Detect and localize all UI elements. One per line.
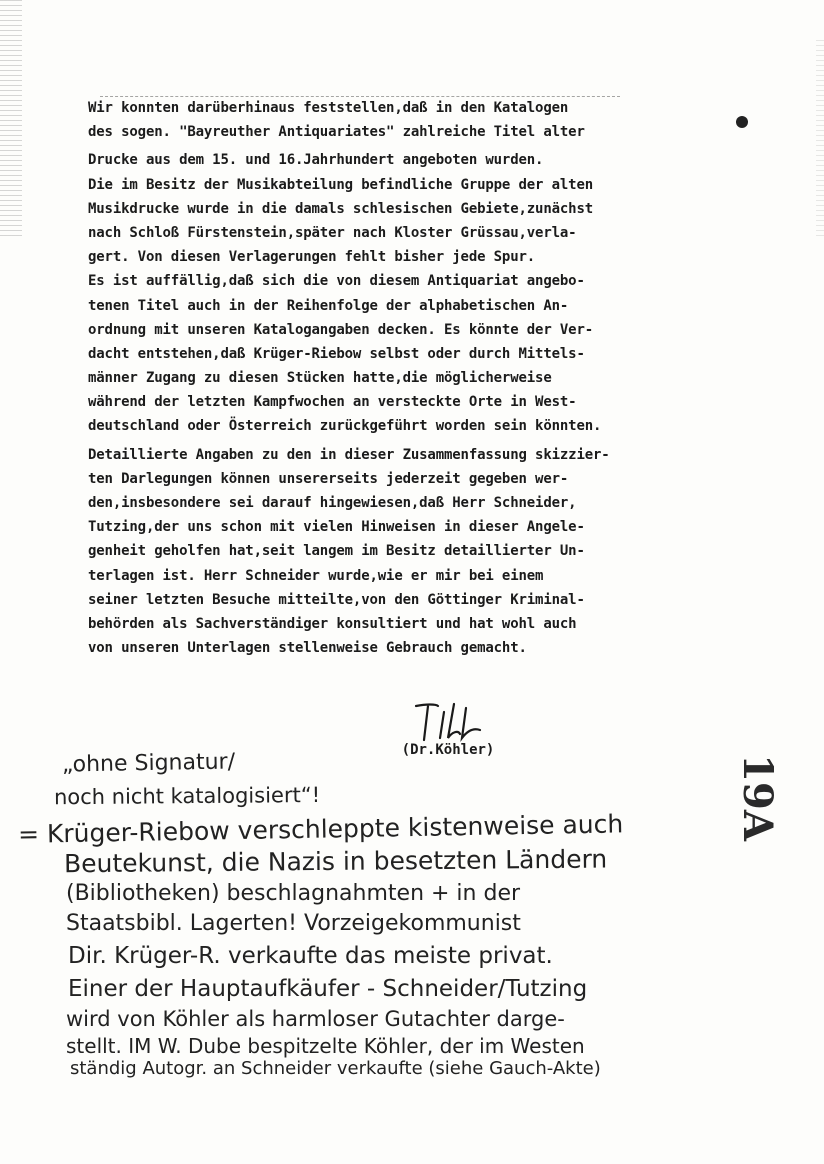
hole-punch-mark [736, 116, 748, 128]
handwritten-line: Staatsbibl. Lagerten! Vorzeigekommunist [66, 911, 521, 936]
typed-line: deutschland oder Österreich zurückgeführt worden sein könnten. [88, 418, 602, 435]
typed-line: dacht entstehen,daß Krüger-Riebow selbst oder durch Mittels- [88, 345, 585, 362]
scan-edge-noise-right [816, 40, 824, 240]
handwritten-line: ständig Autogr. an Schneider verkaufte (siehe Gauch-Akte) [70, 1058, 601, 1079]
typed-line: seiner letzten Besuche mitteilte,von den Göttinger Kriminal- [88, 591, 585, 608]
handwritten-line: (Bibliotheken) beschlagnahmten + in der [66, 881, 521, 906]
folio-text: 19A [733, 754, 781, 841]
handwritten-line: wird von Köhler als harmloser Gutachter darge- [66, 1007, 565, 1031]
typed-body-text [88, 96, 718, 660]
handwritten-line: = Krüger-Riebow verschleppte kistenweise auch [17, 809, 624, 849]
typed-line: den,insbesondere sei darauf hingewiesen,daß Herr Schneider, [88, 495, 577, 511]
signature-scrawl [408, 700, 488, 744]
typed-line: Musikdrucke wurde in die damals schlesischen Gebiete,zunächst [88, 200, 594, 217]
typed-line: Die im Besitz der Musikabteilung befindliche Gruppe der alten [88, 176, 594, 193]
typed-line: ordnung mit unseren Katalogangaben decken. Es könnte der Ver- [88, 321, 594, 338]
typed-line: männer Zugang zu diesen Stücken hatte,die möglicherweise [88, 370, 552, 387]
typed-line: genheit geholfen hat,seit langem im Besitz detaillierter Un- [88, 543, 585, 560]
typed-line: behörden als Sachverständiger konsultiert und hat wohl auch [88, 615, 577, 632]
typed-line: von unseren Unterlagen stellenweise Gebrauch gemacht. [88, 640, 527, 657]
handwritten-line: Einer der Hauptaufkäufer - Schneider/Tutzing [68, 976, 588, 1002]
typed-line: Tutzing,der uns schon mit vielen Hinweisen in dieser Angele- [88, 519, 585, 536]
scan-edge-noise [0, 0, 22, 240]
typed-line: nach Schloß Fürstenstein,später nach Kloster Grüssau,verla- [88, 224, 577, 241]
typed-line: tenen Titel auch in der Reihenfolge der alphabetischen An- [88, 297, 569, 314]
signature-name: (Dr.Köhler) [401, 742, 495, 758]
typed-line: Es ist auffällig,daß sich die von diesem Antiquariat angebo- [88, 273, 585, 290]
typed-line: terlagen ist. Herr Schneider wurde,wie er mir bei einem [88, 567, 544, 584]
typed-line: während der letzten Kampfwochen an versteckte Orte in West- [88, 394, 577, 411]
handwritten-line: noch nicht katalogisiert“! [53, 782, 321, 810]
handwritten-line: Dir. Krüger-R. verkaufte das meiste privat. [68, 943, 553, 969]
typed-line: ten Darlegungen können unsererseits jederzeit gegeben wer- [88, 470, 569, 487]
handwritten-line: Beutekunst, die Nazis in besetzten Ländern [63, 844, 608, 879]
handwritten-annotation [18, 748, 808, 1078]
typed-line: des sogen. "Bayreuther Antiquariates" zahlreiche Titel alter [88, 124, 585, 141]
typed-line: Wir konnten darüberhinaus feststellen,daß in den Katalogen [88, 100, 569, 116]
typed-line: Detaillierte Angaben zu den in dieser Zusammenfassung skizzier- [88, 446, 610, 463]
typed-line: gert. Von diesen Verlagerungen fehlt bisher jede Spur. [88, 249, 536, 266]
typed-line: Drucke aus dem 15. und 16.Jahrhundert angeboten wurden. [88, 152, 544, 169]
handwritten-line: „ohne Signatur/ [61, 749, 236, 778]
handwritten-line: stellt. IM W. Dube bespitzelte Köhler, der im Westen [66, 1034, 585, 1058]
